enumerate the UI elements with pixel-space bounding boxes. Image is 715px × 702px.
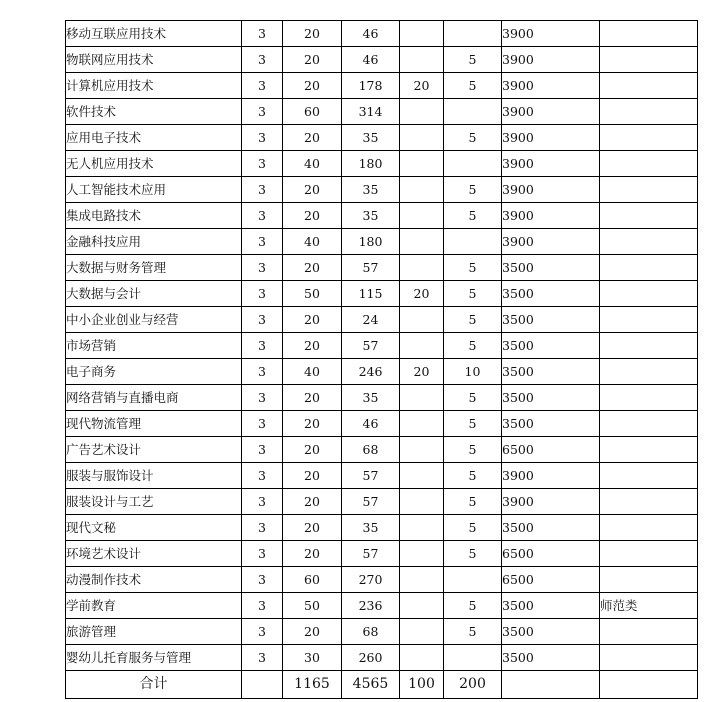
- quota-col1-cell: 20: [283, 177, 342, 203]
- quota-col3-cell: [400, 541, 444, 567]
- quota-col3-cell: [400, 567, 444, 593]
- quota-col4-cell: 5: [444, 411, 502, 437]
- major-cell: 网络营销与直播电商: [66, 385, 242, 411]
- total-col1-cell: 1165: [283, 671, 342, 699]
- quota-col3-cell: [400, 593, 444, 619]
- quota-col3-cell: [400, 125, 444, 151]
- quota-col3-cell: [400, 229, 444, 255]
- quota-col3-cell: [400, 177, 444, 203]
- tuition-cell: 3900: [502, 47, 600, 73]
- table-row: [66, 385, 698, 411]
- quota-col4-cell: 5: [444, 619, 502, 645]
- note-cell: [600, 463, 698, 489]
- note-cell: [600, 255, 698, 281]
- table-row: [66, 515, 698, 541]
- note-cell: [600, 385, 698, 411]
- table-row: [66, 567, 698, 593]
- quota-col1-cell: 20: [283, 463, 342, 489]
- quota-col3-cell: [400, 411, 444, 437]
- note-cell: [600, 281, 698, 307]
- enrollment-plan-table: [65, 20, 698, 699]
- tuition-cell: 3900: [502, 151, 600, 177]
- quota-col2-cell: 57: [342, 541, 400, 567]
- tuition-cell: 3900: [502, 125, 600, 151]
- total-years-cell: [242, 671, 283, 699]
- major-cell: 集成电路技术: [66, 203, 242, 229]
- total-fee-cell: [502, 671, 600, 699]
- note-cell: [600, 21, 698, 47]
- years-cell: 3: [242, 281, 283, 307]
- note-cell: [600, 437, 698, 463]
- quota-col1-cell: 20: [283, 437, 342, 463]
- quota-col4-cell: 5: [444, 333, 502, 359]
- total-col2-cell: 4565: [342, 671, 400, 699]
- note-cell: [600, 125, 698, 151]
- years-cell: 3: [242, 411, 283, 437]
- quota-col2-cell: 68: [342, 437, 400, 463]
- quota-col3-cell: [400, 619, 444, 645]
- note-cell: 师范类: [600, 593, 698, 619]
- quota-col2-cell: 35: [342, 385, 400, 411]
- quota-col1-cell: 20: [283, 333, 342, 359]
- major-cell: 现代物流管理: [66, 411, 242, 437]
- table-row: [66, 125, 698, 151]
- quota-col1-cell: 20: [283, 47, 342, 73]
- years-cell: 3: [242, 177, 283, 203]
- quota-col2-cell: 236: [342, 593, 400, 619]
- tuition-cell: 3900: [502, 73, 600, 99]
- quota-col3-cell: [400, 47, 444, 73]
- quota-col2-cell: 35: [342, 125, 400, 151]
- quota-col3-cell: [400, 515, 444, 541]
- years-cell: 3: [242, 21, 283, 47]
- quota-col3-cell: [400, 307, 444, 333]
- years-cell: 3: [242, 619, 283, 645]
- quota-col4-cell: 5: [444, 307, 502, 333]
- quota-col1-cell: 20: [283, 73, 342, 99]
- quota-col3-cell: [400, 203, 444, 229]
- quota-col1-cell: 20: [283, 489, 342, 515]
- total-col4-cell: 200: [444, 671, 502, 699]
- major-cell: 软件技术: [66, 99, 242, 125]
- quota-col2-cell: 180: [342, 229, 400, 255]
- quota-col4-cell: 5: [444, 463, 502, 489]
- major-cell: 人工智能技术应用: [66, 177, 242, 203]
- note-cell: [600, 151, 698, 177]
- quota-col3-cell: [400, 255, 444, 281]
- table-row: [66, 177, 698, 203]
- quota-col3-cell: [400, 463, 444, 489]
- quota-col1-cell: 20: [283, 203, 342, 229]
- note-cell: [600, 333, 698, 359]
- tuition-cell: 3500: [502, 593, 600, 619]
- major-cell: 大数据与会计: [66, 281, 242, 307]
- quota-col2-cell: 180: [342, 151, 400, 177]
- quota-col4-cell: [444, 229, 502, 255]
- quota-col1-cell: 50: [283, 281, 342, 307]
- major-cell: 物联网应用技术: [66, 47, 242, 73]
- table-row: [66, 541, 698, 567]
- quota-col1-cell: 20: [283, 385, 342, 411]
- major-cell: 现代文秘: [66, 515, 242, 541]
- quota-col2-cell: 57: [342, 333, 400, 359]
- quota-col3-cell: 20: [400, 359, 444, 385]
- note-cell: [600, 203, 698, 229]
- major-cell: 电子商务: [66, 359, 242, 385]
- quota-col1-cell: 20: [283, 21, 342, 47]
- major-cell: 环境艺术设计: [66, 541, 242, 567]
- quota-col3-cell: [400, 437, 444, 463]
- quota-col2-cell: 35: [342, 203, 400, 229]
- quota-col4-cell: 5: [444, 385, 502, 411]
- years-cell: 3: [242, 73, 283, 99]
- tuition-cell: 3900: [502, 21, 600, 47]
- tuition-cell: 6500: [502, 541, 600, 567]
- years-cell: 3: [242, 47, 283, 73]
- total-row: [66, 671, 698, 699]
- quota-col1-cell: 20: [283, 307, 342, 333]
- quota-col4-cell: 5: [444, 541, 502, 567]
- quota-col4-cell: 5: [444, 515, 502, 541]
- quota-col2-cell: 57: [342, 255, 400, 281]
- table-row: [66, 203, 698, 229]
- quota-col2-cell: 57: [342, 463, 400, 489]
- quota-col1-cell: 40: [283, 359, 342, 385]
- tuition-cell: 3900: [502, 463, 600, 489]
- quota-col1-cell: 50: [283, 593, 342, 619]
- major-cell: 广告艺术设计: [66, 437, 242, 463]
- note-cell: [600, 515, 698, 541]
- tuition-cell: 3500: [502, 385, 600, 411]
- quota-col2-cell: 46: [342, 21, 400, 47]
- quota-col3-cell: [400, 645, 444, 671]
- quota-col2-cell: 260: [342, 645, 400, 671]
- quota-col3-cell: 20: [400, 281, 444, 307]
- quota-col1-cell: 20: [283, 619, 342, 645]
- table-row: [66, 47, 698, 73]
- note-cell: [600, 619, 698, 645]
- table-body: [66, 21, 698, 699]
- note-cell: [600, 229, 698, 255]
- major-cell: 应用电子技术: [66, 125, 242, 151]
- table-row: [66, 333, 698, 359]
- quota-col1-cell: 20: [283, 125, 342, 151]
- tuition-cell: 3500: [502, 619, 600, 645]
- quota-col2-cell: 68: [342, 619, 400, 645]
- tuition-cell: 3900: [502, 177, 600, 203]
- major-cell: 金融科技应用: [66, 229, 242, 255]
- major-cell: 服装与服饰设计: [66, 463, 242, 489]
- quota-col2-cell: 178: [342, 73, 400, 99]
- note-cell: [600, 645, 698, 671]
- table-row: [66, 229, 698, 255]
- quota-col4-cell: [444, 99, 502, 125]
- years-cell: 3: [242, 359, 283, 385]
- quota-col3-cell: 20: [400, 73, 444, 99]
- major-cell: 中小企业创业与经营: [66, 307, 242, 333]
- major-cell: 大数据与财务管理: [66, 255, 242, 281]
- table-row: [66, 489, 698, 515]
- years-cell: 3: [242, 463, 283, 489]
- tuition-cell: 3500: [502, 281, 600, 307]
- years-cell: 3: [242, 333, 283, 359]
- table-row: [66, 307, 698, 333]
- quota-col2-cell: 46: [342, 47, 400, 73]
- years-cell: 3: [242, 125, 283, 151]
- table-row: [66, 463, 698, 489]
- note-cell: [600, 177, 698, 203]
- quota-col3-cell: [400, 385, 444, 411]
- quota-col3-cell: [400, 333, 444, 359]
- years-cell: 3: [242, 645, 283, 671]
- years-cell: 3: [242, 255, 283, 281]
- major-cell: 计算机应用技术: [66, 73, 242, 99]
- quota-col4-cell: 5: [444, 125, 502, 151]
- quota-col4-cell: 5: [444, 437, 502, 463]
- note-cell: [600, 99, 698, 125]
- years-cell: 3: [242, 99, 283, 125]
- years-cell: 3: [242, 437, 283, 463]
- quota-col4-cell: 10: [444, 359, 502, 385]
- quota-col3-cell: [400, 151, 444, 177]
- tuition-cell: 3900: [502, 99, 600, 125]
- quota-col3-cell: [400, 21, 444, 47]
- major-cell: 无人机应用技术: [66, 151, 242, 177]
- table-row: [66, 21, 698, 47]
- quota-col2-cell: 24: [342, 307, 400, 333]
- major-cell: 旅游管理: [66, 619, 242, 645]
- major-cell: 服装设计与工艺: [66, 489, 242, 515]
- table-row: [66, 359, 698, 385]
- quota-col1-cell: 20: [283, 411, 342, 437]
- years-cell: 3: [242, 151, 283, 177]
- quota-col2-cell: 270: [342, 567, 400, 593]
- years-cell: 3: [242, 567, 283, 593]
- quota-col2-cell: 57: [342, 489, 400, 515]
- major-cell: 学前教育: [66, 593, 242, 619]
- total-col3-cell: 100: [400, 671, 444, 699]
- major-cell: 移动互联应用技术: [66, 21, 242, 47]
- quota-col4-cell: 5: [444, 203, 502, 229]
- years-cell: 3: [242, 229, 283, 255]
- quota-col3-cell: [400, 489, 444, 515]
- years-cell: 3: [242, 203, 283, 229]
- quota-col2-cell: 35: [342, 177, 400, 203]
- years-cell: 3: [242, 489, 283, 515]
- table-row: [66, 593, 698, 619]
- quota-col1-cell: 40: [283, 151, 342, 177]
- note-cell: [600, 567, 698, 593]
- years-cell: 3: [242, 541, 283, 567]
- quota-col4-cell: 5: [444, 177, 502, 203]
- quota-col2-cell: 314: [342, 99, 400, 125]
- tuition-cell: 3900: [502, 489, 600, 515]
- note-cell: [600, 47, 698, 73]
- quota-col2-cell: 246: [342, 359, 400, 385]
- quota-col4-cell: 5: [444, 593, 502, 619]
- tuition-cell: 3500: [502, 411, 600, 437]
- table-row: [66, 281, 698, 307]
- quota-col4-cell: 5: [444, 281, 502, 307]
- note-cell: [600, 541, 698, 567]
- quota-col2-cell: 46: [342, 411, 400, 437]
- quota-col3-cell: [400, 99, 444, 125]
- note-cell: [600, 307, 698, 333]
- table-row: [66, 437, 698, 463]
- table-row: [66, 411, 698, 437]
- years-cell: 3: [242, 593, 283, 619]
- quota-col1-cell: 60: [283, 99, 342, 125]
- note-cell: [600, 73, 698, 99]
- tuition-cell: 3500: [502, 255, 600, 281]
- total-label: 合计: [66, 671, 242, 699]
- table-row: [66, 73, 698, 99]
- table-row: [66, 99, 698, 125]
- quota-col1-cell: 40: [283, 229, 342, 255]
- note-cell: [600, 411, 698, 437]
- tuition-cell: 3500: [502, 359, 600, 385]
- table-row: [66, 619, 698, 645]
- quota-col1-cell: 20: [283, 541, 342, 567]
- tuition-cell: 3500: [502, 515, 600, 541]
- note-cell: [600, 489, 698, 515]
- years-cell: 3: [242, 385, 283, 411]
- quota-col4-cell: 5: [444, 255, 502, 281]
- quota-col4-cell: [444, 567, 502, 593]
- total-note-cell: [600, 671, 698, 699]
- tuition-cell: 3900: [502, 229, 600, 255]
- years-cell: 3: [242, 307, 283, 333]
- quota-col1-cell: 60: [283, 567, 342, 593]
- table-row: [66, 645, 698, 671]
- quota-col4-cell: 5: [444, 47, 502, 73]
- tuition-cell: 6500: [502, 567, 600, 593]
- years-cell: 3: [242, 515, 283, 541]
- quota-col2-cell: 35: [342, 515, 400, 541]
- note-cell: [600, 359, 698, 385]
- tuition-cell: 3900: [502, 203, 600, 229]
- quota-col4-cell: 5: [444, 489, 502, 515]
- quota-col4-cell: [444, 21, 502, 47]
- tuition-cell: 6500: [502, 437, 600, 463]
- quota-col4-cell: 5: [444, 73, 502, 99]
- tuition-cell: 3500: [502, 333, 600, 359]
- quota-col1-cell: 30: [283, 645, 342, 671]
- quota-col4-cell: [444, 645, 502, 671]
- quota-col4-cell: [444, 151, 502, 177]
- tuition-cell: 3500: [502, 645, 600, 671]
- quota-col2-cell: 115: [342, 281, 400, 307]
- tuition-cell: 3500: [502, 307, 600, 333]
- major-cell: 市场营销: [66, 333, 242, 359]
- table-row: [66, 255, 698, 281]
- quota-col1-cell: 20: [283, 515, 342, 541]
- major-cell: 婴幼儿托育服务与管理: [66, 645, 242, 671]
- quota-col1-cell: 20: [283, 255, 342, 281]
- major-cell: 动漫制作技术: [66, 567, 242, 593]
- table-row: [66, 151, 698, 177]
